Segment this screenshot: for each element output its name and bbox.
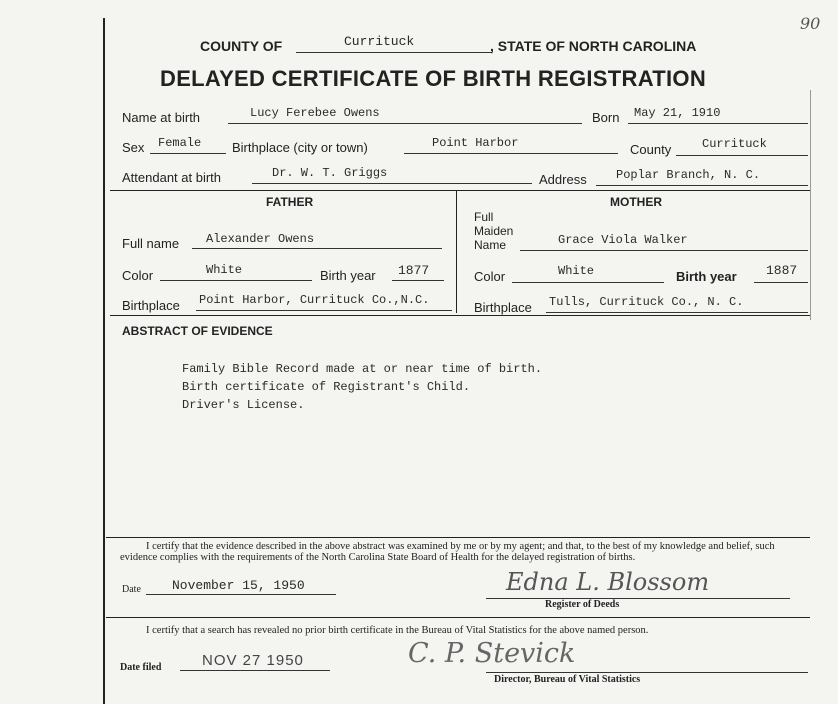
attendant-value: Dr. W. T. Griggs: [272, 166, 388, 180]
county-label: COUNTY OF: [200, 38, 283, 54]
name-at-birth-value: Lucy Ferebee Owens: [250, 106, 380, 120]
father-birth-year-value: 1877: [398, 263, 430, 278]
name-at-birth-label: Name at birth: [122, 110, 201, 125]
county-field-label: County: [630, 142, 672, 157]
father-birth-year-label: Birth year: [320, 268, 376, 283]
evidence-list: [182, 360, 542, 414]
mother-color-value: White: [558, 264, 595, 278]
father-birthplace-label: Birthplace: [122, 298, 180, 313]
register-signature: Edna L. Blossom: [506, 568, 710, 596]
father-heading: FATHER: [266, 195, 314, 209]
mother-name-label-full: Full: [474, 210, 494, 224]
sex-value: Female: [158, 136, 202, 150]
father-color-label: Color: [122, 268, 154, 283]
born-label: Born: [592, 110, 620, 125]
register-title: Register of Deeds: [545, 599, 620, 610]
mother-birthplace-value: Tulls, Currituck Co., N. C.: [549, 295, 744, 309]
bureau-certification-text: I certify that a search has revealed no prior birth certificate in the Bureau of Vital Statistics for the above named person.: [146, 625, 649, 636]
address-value: Poplar Branch, N. C.: [616, 168, 761, 182]
father-name-label: Full name: [122, 236, 180, 251]
birthplace-value: Point Harbor: [432, 136, 519, 150]
page-title: DELAYED CERTIFICATE OF BIRTH REGISTRATION: [160, 66, 707, 91]
mother-birth-year-value: 1887: [766, 263, 798, 278]
evidence-heading: ABSTRACT OF EVIDENCE: [122, 324, 273, 338]
state-label: , STATE OF NORTH CAROLINA: [490, 38, 697, 54]
bureau-title: Director, Bureau of Vital Statistics: [494, 674, 641, 685]
mother-birth-year-label: Birth year: [676, 269, 737, 284]
right-border: [810, 90, 811, 320]
bureau-signature: C. P. Stevick: [408, 638, 576, 669]
father-color-value: White: [206, 263, 243, 277]
register-date-label: Date: [122, 584, 141, 595]
county-value: Currituck: [344, 34, 415, 49]
mother-color-label: Color: [474, 269, 506, 284]
left-border: [103, 18, 105, 704]
evidence-item: Family Bible Record made at or near time of birth.: [182, 362, 543, 376]
register-certification-text: I certify that the evidence described in the above abstract was examined by me or by my agent; and that, to the best of my knowledge and belief, such evidence complies with the requirements of the North Carolina State Board of Health for the delayed registration of births.: [120, 541, 775, 563]
birthplace-label: Birthplace (city or town): [232, 140, 368, 155]
page-number: 90: [800, 14, 821, 33]
evidence-item: Driver's License.: [182, 398, 305, 412]
mother-birthplace-label: Birthplace: [474, 300, 532, 315]
mother-name-label-maiden: Maiden: [474, 224, 514, 238]
sex-label: Sex: [122, 140, 145, 155]
father-birthplace-value: Point Harbor, Currituck Co.,N.C.: [199, 293, 430, 307]
attendant-label: Attendant at birth: [122, 170, 222, 185]
bureau-date-label: Date filed: [120, 662, 162, 673]
father-name-value: Alexander Owens: [206, 232, 315, 246]
address-label: Address: [539, 172, 587, 187]
bureau-date-stamp: NOV 27 1950: [202, 652, 304, 669]
mother-heading: MOTHER: [610, 195, 662, 209]
register-date-value: November 15, 1950: [172, 578, 305, 593]
mother-name-value: Grace Viola Walker: [558, 233, 688, 247]
evidence-item: Birth certificate of Registrant's Child.: [182, 380, 471, 394]
county-field-value: Currituck: [702, 137, 767, 151]
born-value: May 21, 1910: [634, 106, 721, 120]
mother-name-label-name: Name: [474, 238, 507, 252]
